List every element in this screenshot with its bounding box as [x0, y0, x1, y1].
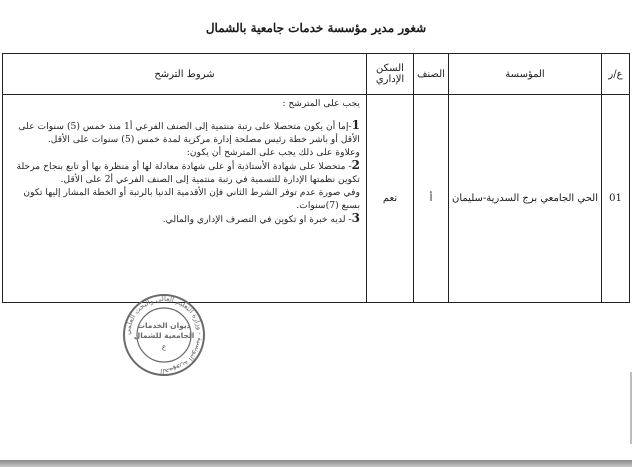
conditions-body	[3, 95, 366, 226]
condition-1-text: -إما أن يكون متحصلا على رتبة منتمية إلى الصنف الفرعي أ1 منذ خمس (5) سنوات على الأقل أو باشر خطة رئيس مصلحة إدارة مركزية لمدة خمس (5) سنوات على الأقل.	[18, 121, 360, 145]
header-conditions: شروط الترشح	[3, 54, 367, 95]
condition-2-text: - متحصلا على شهادة الأستاذية أو على شهادة معادلة لها أو منظرة بها أو تابع بنجاح مرحلة تكوين نظمتها الإدارة للتسمية في رتبة منتمية إلى الصنف الفرعي أ2 على الأقل.	[16, 161, 360, 185]
row-grade: أ	[414, 95, 449, 303]
conditions-additional: وعلاوة على ذلك يجب على المترشح أن يكون:	[186, 147, 360, 158]
condition-item-1	[7, 119, 360, 146]
condition-1-number: 1	[351, 118, 360, 132]
header-institution: المؤسسة	[449, 54, 602, 95]
official-stamp	[121, 292, 207, 378]
row-conditions	[3, 95, 367, 303]
stamp-seal-icon	[121, 292, 207, 378]
row-housing: نعم	[367, 95, 414, 303]
condition-2-number: 2	[351, 158, 360, 172]
stamp-inner-line2: الجامعية للشمال	[133, 331, 195, 340]
header-grade: الصنف	[414, 54, 449, 95]
condition-item-3	[7, 212, 360, 226]
vacancy-table	[2, 53, 630, 303]
condition-3-number: 3	[351, 211, 360, 225]
conditions-intro: يجب على المترشح :	[282, 98, 360, 109]
header-num: ع/ر	[602, 54, 630, 95]
scan-bottom-edge	[0, 460, 632, 467]
condition-item-2	[7, 159, 360, 186]
table-row	[3, 95, 630, 303]
stamp-outer-text: الجمهورية التونسية - وزارة التعليم العالي والبحث العلمي	[123, 294, 205, 376]
stamp-inner-line1: ديوان الخدمات	[137, 321, 191, 330]
row-num: 01	[602, 95, 630, 303]
condition-3-text: - لديه خبرة او تكوين في التصرف الإداري والمالي.	[162, 214, 352, 225]
document-title: شغور مدير مؤسسة خدمات جامعية بالشمال	[205, 21, 427, 35]
row-institution: الحي الجامعي برج السدرية-سليمان	[449, 95, 602, 303]
stamp-inner-line3: ع	[161, 342, 167, 351]
table-header-row	[3, 54, 630, 95]
header-housing: السكن الإداري	[367, 54, 414, 95]
conditions-note: وفي صورة عدم توفر الشرط الثاني فإن الأقدمية الدنيا بالرتبة أو الخطة المشار إليها تكون بسبع (7)سنوات.	[23, 187, 360, 211]
